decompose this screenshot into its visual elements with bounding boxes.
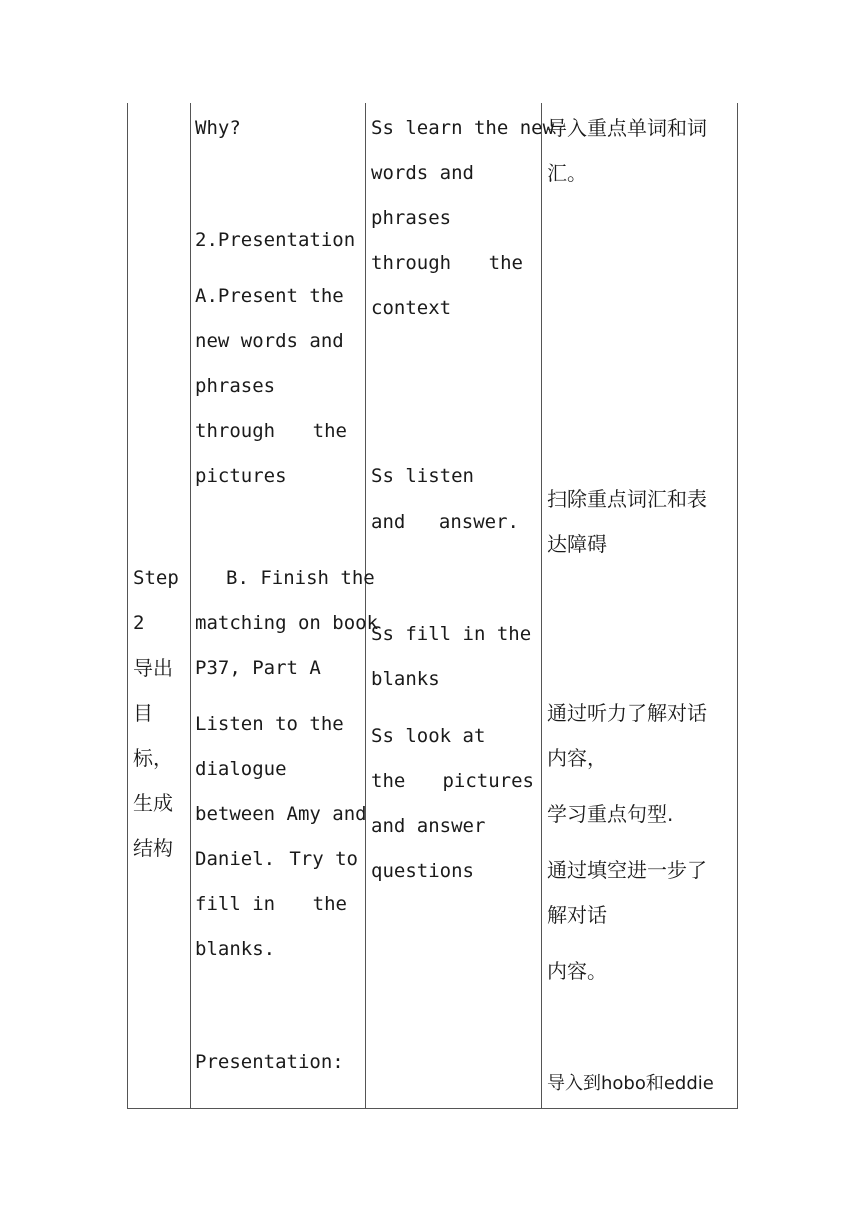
student-word: answer. bbox=[438, 511, 519, 533]
student-word: and bbox=[371, 511, 406, 533]
table-border-col2 bbox=[365, 103, 366, 1109]
student-line: phrases bbox=[371, 207, 452, 229]
purpose-line: 导入到hobo和eddie bbox=[547, 1073, 714, 1094]
step-title-line1: 导出 bbox=[133, 656, 173, 680]
student-word: through bbox=[371, 252, 452, 274]
teacher-line: dialogue bbox=[195, 758, 287, 780]
teacher-line: Presentation: bbox=[195, 1051, 344, 1073]
student-line: Ss listen bbox=[371, 465, 474, 487]
teacher-line: matching on book bbox=[195, 612, 379, 634]
teacher-word: the bbox=[312, 420, 347, 442]
teacher-word: Try to bbox=[289, 848, 358, 870]
table-border-col1 bbox=[190, 103, 191, 1109]
teacher-line: Listen to the bbox=[195, 713, 344, 735]
purpose-line: 内容。 bbox=[547, 959, 607, 983]
table-border-left bbox=[127, 103, 128, 1109]
purpose-line: 解对话 bbox=[547, 903, 607, 927]
teacher-line: phrases bbox=[195, 375, 276, 397]
teacher-word: fill in bbox=[195, 893, 276, 915]
teacher-line bbox=[195, 893, 347, 915]
teacher-line: blanks. bbox=[195, 938, 276, 960]
student-line: context bbox=[371, 297, 452, 319]
teacher-word: the bbox=[312, 893, 347, 915]
purpose-line: 通过填空进一步了 bbox=[547, 858, 707, 882]
teacher-line: A.Present the bbox=[195, 285, 344, 307]
step-label: Step bbox=[133, 567, 179, 589]
table-border-col3 bbox=[541, 103, 542, 1109]
teacher-word: through bbox=[195, 420, 276, 442]
table-border-bottom bbox=[127, 1108, 738, 1109]
teacher-line bbox=[195, 848, 358, 870]
teacher-line: Why? bbox=[195, 117, 241, 139]
table-border-right bbox=[737, 103, 738, 1109]
step-title-line2: 目 bbox=[133, 701, 153, 725]
purpose-line: 学习重点句型. bbox=[547, 802, 674, 826]
student-line: words and bbox=[371, 162, 474, 184]
purpose-line: 达障碍 bbox=[547, 532, 607, 556]
teacher-line: P37, Part A bbox=[195, 657, 321, 679]
student-line: and answer bbox=[371, 815, 486, 837]
purpose-line: 扫除重点词汇和表 bbox=[547, 487, 707, 511]
teacher-line: B. Finish the bbox=[226, 567, 375, 589]
student-line bbox=[371, 252, 523, 274]
student-line: questions bbox=[371, 860, 474, 882]
student-word: the bbox=[488, 252, 523, 274]
student-word: pictures bbox=[442, 770, 534, 792]
teacher-line: 2.Presentation bbox=[195, 229, 356, 251]
purpose-line: 通过听力了解对话 bbox=[547, 701, 707, 725]
teacher-line: new words and bbox=[195, 330, 344, 352]
teacher-line bbox=[195, 420, 347, 442]
teacher-word: Daniel. bbox=[195, 848, 276, 870]
purpose-line: 导入重点单词和词 bbox=[547, 116, 707, 140]
student-word: the bbox=[371, 770, 406, 792]
student-line: blanks bbox=[371, 668, 440, 690]
student-line: Ss fill in the bbox=[371, 623, 532, 645]
purpose-line: 内容， bbox=[547, 746, 607, 770]
step-title-line5: 结构 bbox=[133, 836, 173, 860]
purpose-line: 汇。 bbox=[547, 161, 587, 185]
teacher-line: pictures bbox=[195, 465, 287, 487]
student-line: Ss look at bbox=[371, 725, 486, 747]
step-title-line4: 生成 bbox=[133, 791, 173, 815]
step-number: 2 bbox=[133, 612, 145, 634]
student-line bbox=[371, 511, 519, 533]
student-line bbox=[371, 770, 534, 792]
step-title-line3: 标， bbox=[133, 746, 173, 770]
student-line: Ss learn the new bbox=[371, 117, 555, 139]
teacher-line: between Amy and bbox=[195, 803, 367, 825]
